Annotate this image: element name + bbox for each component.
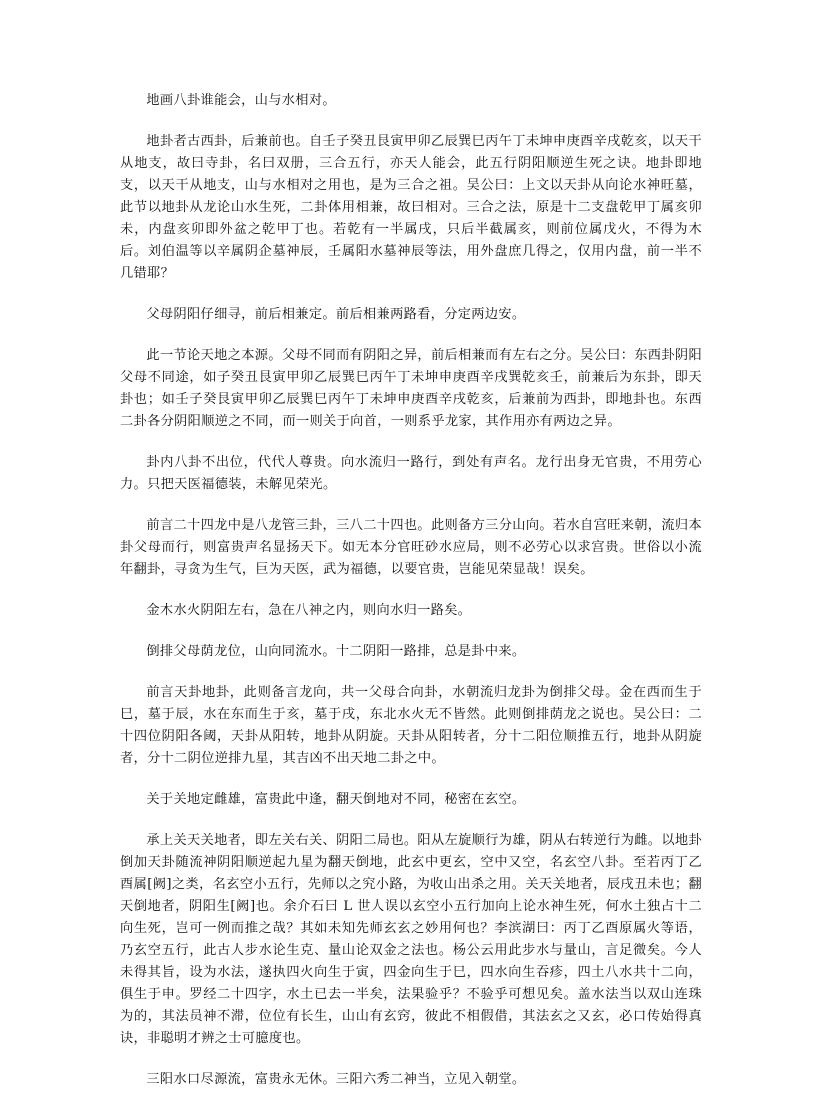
paragraph: 关于关地定雌雄，富贵此中逢，翻天倒地对不同，秘密在玄空。 (146, 792, 526, 807)
paragraph: 父母阴阳仔细寻，前后相兼定。前后相兼两路看，分定两边安。 (146, 307, 526, 322)
paragraph: 卦内八卦不出位，代代人尊贵。向水流归一路行，到处有声名。龙行出身无官贵，不用劳心力。只把天医福德装，未解见荣光。 (120, 455, 702, 492)
paragraph: 三阳水口尽源流，富贵永无休。三阳六秀二神当，立见入朝堂。 (146, 1072, 526, 1087)
paragraph: 地卦者古西卦，后兼前也。自壬子癸丑艮寅甲卯乙辰巽巳丙午丁未坤申庚酉辛戌乾亥，以天干从地支，故曰寺卦，名曰双册，三合五行，亦天人能会，此五行阴阳顺逆生死之诀。地卦即地支，以天干从地支，山与水相对之用也，是为三合之祖。吴公曰：上文以天卦从向论水神旺墓，此节以地卦从龙论山水生死，二卦体用相兼，故曰相对。三合之法，原是十二支盘乾甲丁属亥卯未，内盘亥卯即外盆之乾甲丁也。若乾有一半属戌，只后半截属亥，则前位属戊火，不得为木后。刘伯温等以辛属阴企墓神辰，壬属阳水墓神辰等法，用外盘庶几得之，仅用内盘，前一半不几错耶？ (120, 134, 702, 281)
paragraph: 地画八卦谁能会，山与水相对。 (146, 93, 336, 108)
paragraph: 前言二十四龙中是八龙管三卦，三八二十四也。此则备方三分山向。若水自宫旺来朝，流归本卦父母而行，则富贵声名显扬天下。如无本分官旺砂水应局，则不必劳心以求宫贵。世俗以小流年翻卦，寻贪为生气，巨为天医，武为福德，以要官贵，岂能见荣显哉！误矣。 (120, 518, 702, 577)
paragraph: 承上关天关地者，即左关右关、阴阳二局也。阳从左旋顺行为雄，阴从右转逆行为雌。以地卦倒加天卦随流神阴阳顺逆起九星为翻天倒地，此玄中更玄，空中又空，名玄空八卦。至若丙丁乙酉属[阙]之类，名玄空小五行，先师以之究小路，为收山出杀之用。关天关地者，辰戌丑未也；翻天倒地者，阴阳生[阙]也。余介石曰 L 世人误以玄空小五行加向上论水神生死，何水土独占十二向生死，岂可一例而推之哉？其如未知先师玄玄之妙用何也？李滨湖曰：丙丁乙酉原属火等语，乃玄空五行，此古人步水论生克、量山论双金之法也。杨公云用此步水与量山，言足微矣。今人未得其旨，设为水法，遂执四火向生于寅，四金向生于巳，四水向生吞疹，四土八水共十二向，俱生于申。罗经二十四字，水土已去一半矣，法果验乎？不验乎可想见矣。盖水法当以双山连珠为的，其法员神不滞，位位有长生，山山有玄窍，彼此不相假借，其法玄之又玄，必口传始得真诀，非聪明才辨之士可臆度也。 (120, 833, 702, 1046)
paragraph: 倒排父母荫龙位，山向同流水。十二阴阳一路排，总是卦中来。 (146, 644, 526, 659)
paragraph: 此一节论天地之本源。父母不同而有阴阳之异，前后相兼而有左右之分。吴公曰：东西卦阴阳父母不同途，如子癸丑艮寅甲卯乙辰巽巳丙午丁未坤申庚酉辛戌巽乾亥壬，前兼后为东卦，即天卦也；如壬子癸艮寅甲卯乙辰巽巳丙午丁未坤申庚酉辛戌乾亥，后兼前为西卦，即地卦也。东西二卦各分阴阳顺逆之不同，而一则关于向首，一则系乎龙家，其作用亦有两边之异。 (120, 348, 702, 429)
paragraph: 金木水火阴阳左右，急在八神之内，则向水归一路矣。 (146, 603, 472, 618)
document-page (120, 90, 702, 1110)
paragraph: 前言天卦地卦，此则备言龙向，共一父母合向卦，水朝流归龙卦为倒排父母。金在西而生于巳，墓于辰，水在东而生于亥，墓于戌，东北水火无不皆然。此则倒排荫龙之说也。吴公曰：二十四位阴阳各阈，天卦从阳转，地卦从阴旋。天卦从阳转者，分十二阳位顺推五行，地卦从阴旋者，分十二阴位逆排九星，其吉凶不出天地二卦之中。 (120, 685, 702, 766)
